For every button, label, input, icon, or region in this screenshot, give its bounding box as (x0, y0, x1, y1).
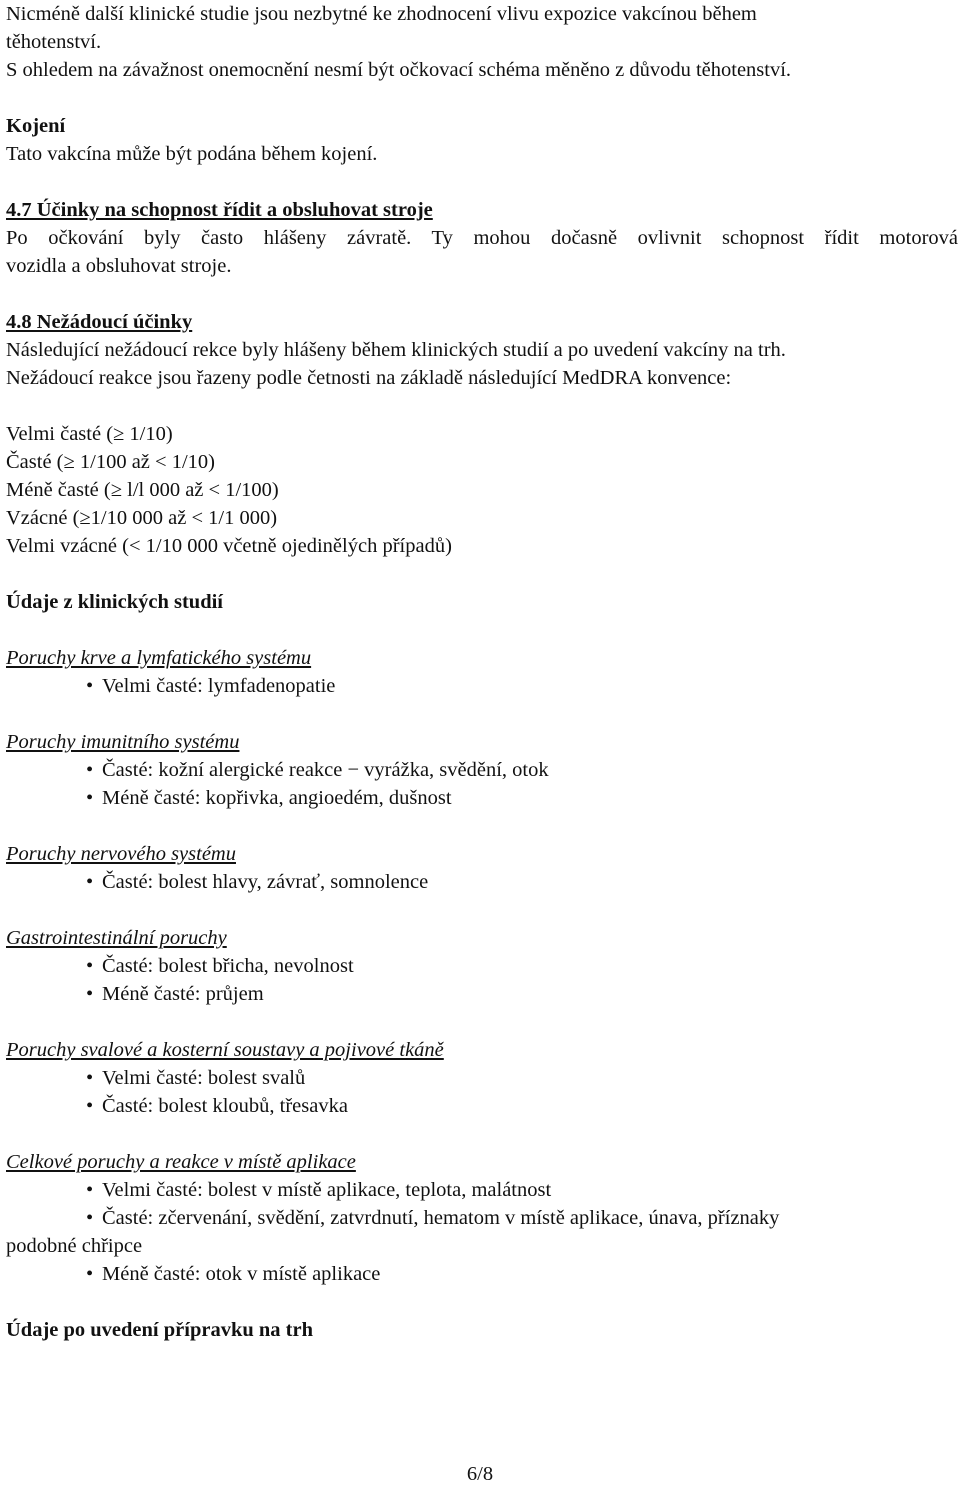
bullet-icon: • (86, 871, 94, 893)
soc-title-gastrointestinal: Gastrointestinální poruchy (6, 927, 227, 949)
postmarketing-heading: Údaje po uvedení přípravku na trh (6, 1319, 313, 1341)
frequency-list (6, 420, 958, 560)
frequency-item: Vzácné (≥1/10 000 až < 1/1 000) (6, 504, 958, 532)
list-item: • Časté: zčervenání, svědění, zatvrdnutí, hematom v místě aplikace, únava, příznaky (6, 1204, 958, 1232)
bullet-icon: • (86, 1263, 94, 1285)
list-item: • Časté: kožní alergické reakce − vyrážka, svědění, otok (6, 756, 958, 784)
list-item: • Velmi časté: bolest v místě aplikace, teplota, malátnost (6, 1176, 958, 1204)
soc-title-immune: Poruchy imunitního systému (6, 731, 240, 753)
section-4-7-line-2: vozidla a obsluhovat stroje. (6, 255, 232, 277)
list-item-continuation: podobné chřipce (6, 1235, 143, 1257)
bullet-icon: • (86, 1095, 94, 1117)
clinical-heading: Údaje z klinických studií (6, 591, 223, 613)
frequency-item: Méně časté (≥ l/l 000 až < 1/100) (6, 476, 958, 504)
ge-symbol: ≥ (63, 451, 75, 473)
bullet-icon: • (86, 675, 94, 697)
intro-line-1: Nicméně další klinické studie jsou nezbytné ke zhodnocení vlivu expozice vakcínou během (6, 3, 757, 25)
list-item: • Velmi časté: lymfadenopatie (6, 672, 958, 700)
ge-symbol: ≥ (113, 423, 125, 445)
section-4-7-line-1: Po očkování byly často hlášeny závratě. Ty mohou dočasně ovlivnit schopnost řídit motorová (6, 227, 958, 249)
section-4-8-line-1: Následující nežádoucí rekce byly hlášeny během klinických studií a po uvedení vakcíny na trh. (6, 339, 786, 361)
document-page (6, 0, 958, 1344)
ge-symbol: ≥ (110, 479, 122, 501)
kojeni-heading: Kojení (6, 115, 66, 137)
bullet-icon: • (86, 955, 94, 977)
kojeni-text: Tato vakcína může být podána během kojení. (6, 143, 378, 165)
bullet-icon: • (86, 1179, 94, 1201)
list-item: • Časté: bolest kloubů, třesavka (6, 1092, 958, 1120)
frequency-item: Velmi vzácné (< 1/10 000 včetně ojedinělých případů) (6, 535, 452, 557)
list-item: • Méně časté: otok v místě aplikace (6, 1260, 958, 1288)
list-item: • Méně časté: průjem (6, 980, 958, 1008)
soc-title-blood-lymphatic: Poruchy krve a lymfatického systému (6, 647, 312, 669)
bullet-icon: • (86, 1067, 94, 1089)
frequency-item: Časté (≥ 1/100 až < 1/10) (6, 448, 958, 476)
intro-line-2: těhotenství. (6, 31, 102, 53)
section-4-7-heading: 4.7 Účinky na schopnost řídit a obsluhovat stroje (6, 199, 433, 221)
section-4-8-heading: 4.8 Nežádoucí účinky (6, 311, 193, 333)
frequency-item: Velmi časté (≥ 1/10) (6, 420, 958, 448)
soc-title-musculoskeletal: Poruchy svalové a kosterní soustavy a pojivové tkáně (6, 1039, 444, 1061)
bullet-icon: • (86, 787, 94, 809)
soc-title-general-site: Celkové poruchy a reakce v místě aplikace (6, 1151, 356, 1173)
page-number: 6/8 (466, 1463, 494, 1485)
bullet-icon: • (86, 983, 94, 1005)
list-item: • Časté: bolest břicha, nevolnost (6, 952, 958, 980)
list-item: • Velmi časté: bolest svalů (6, 1064, 958, 1092)
bullet-icon: • (86, 1207, 94, 1229)
intro-line-3: S ohledem na závažnost onemocnění nesmí být očkovací schéma měněno z důvodu těhotenství. (6, 59, 792, 81)
soc-title-nervous: Poruchy nervového systému (6, 843, 236, 865)
section-4-8-line-2: Nežádoucí reakce jsou řazeny podle četnosti na základě následující MedDRA konvence: (6, 367, 732, 389)
list-item: • Méně časté: kopřivka, angioedém, dušnost (6, 784, 958, 812)
bullet-icon: • (86, 759, 94, 781)
ge-symbol: ≥ (79, 507, 91, 529)
list-item: • Časté: bolest hlavy, závrať, somnolence (6, 868, 958, 896)
